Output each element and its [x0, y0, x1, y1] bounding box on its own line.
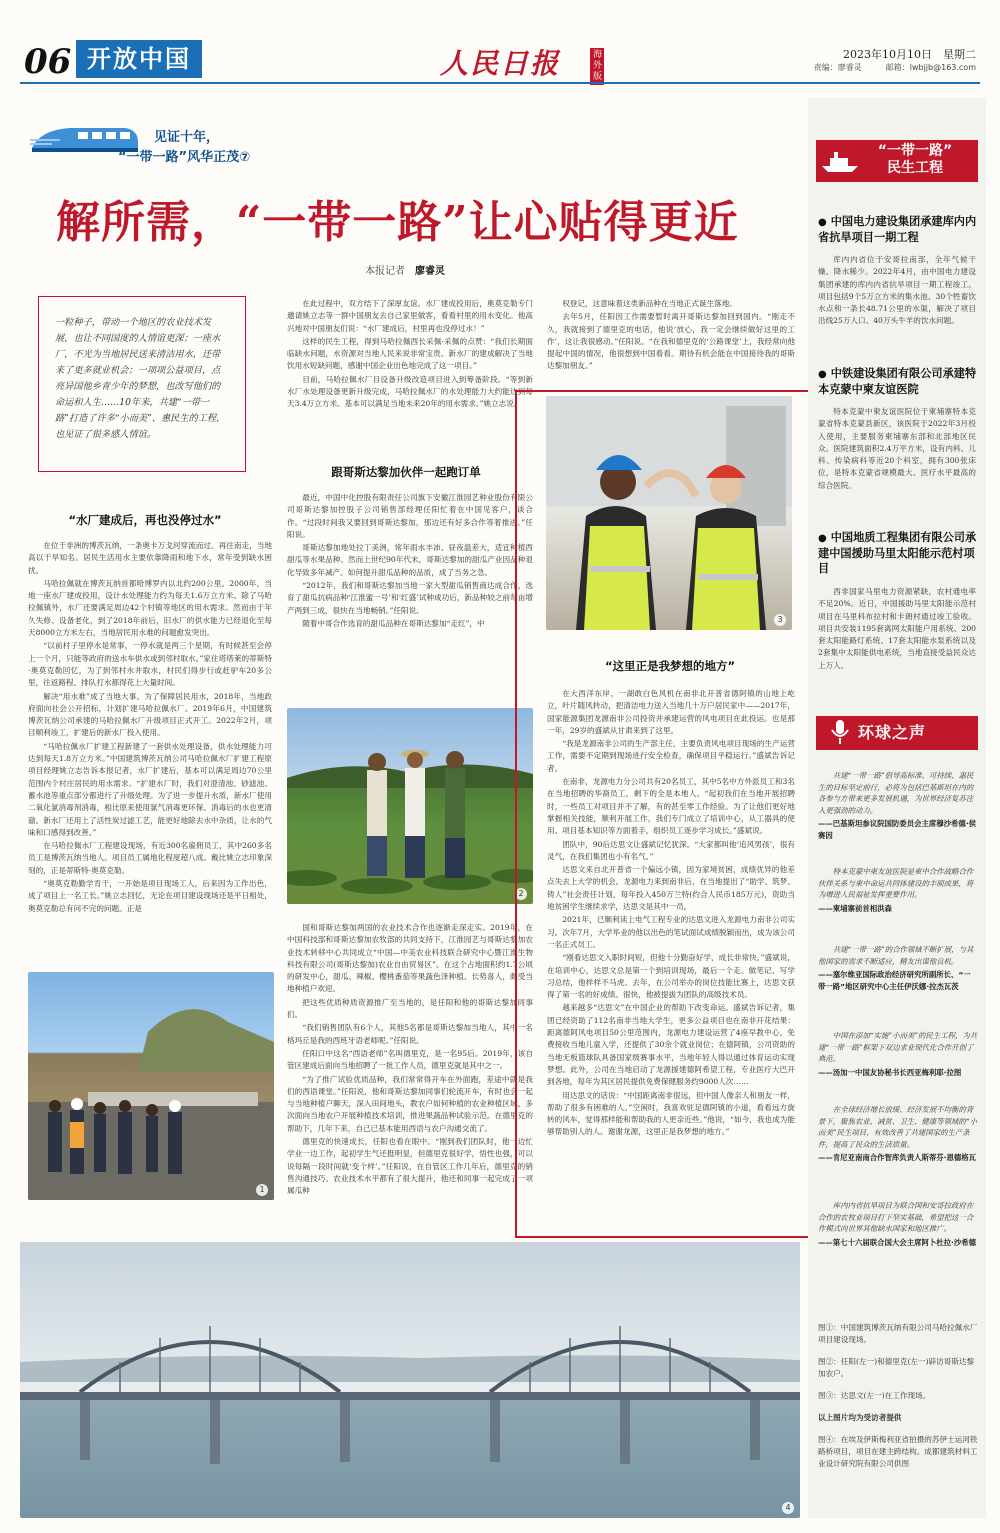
quote-text: 共建“一带一路”倡导高标准、可持续、惠民生的目标坚定前行，必将为包括巴基斯坦在内的各参与方带来更多发展机遇，为世界经济复苏注入更强劲的动力。 — [818, 771, 974, 815]
subhead-dream-place: “这里正是我梦想的地方” — [604, 659, 736, 673]
technician-scene — [546, 396, 792, 630]
paragraph: 哥斯达黎加地处拉丁美洲，常年雨水丰沛、昼夜温差大，适宜种植西甜瓜等水果品种。然而上世纪90年代末，哥斯达黎加的甜瓜产业因品种退化导致多年减产。如何提升甜瓜品种的品质，成了当务之急。 — [287, 543, 533, 577]
masthead-rule — [20, 82, 980, 84]
quote-text: 共建“一带一路”的合作领域不断扩展，与其他国家的需求不断适应，精友出谋他良机。 — [818, 945, 974, 966]
quote-text: 中国在添加“实施”小而美”的民生工程，为共建“一带一路”框架下双边求业现代化合作开创了典范。 — [818, 1031, 978, 1064]
paragraph: 达思文来自北开普省一个偏远小镇，因为家境贫困，成绩优异的他差点失去上大学的机会。龙源电力来到南非后，在当地提出了“助学、筑梦、铸人”社会责任计划，每年投入450万兰特(约合人民币185万元)，资助当地贫困学生继续求学，达思文是其中一员。 — [547, 865, 795, 912]
paragraph: 越来越多“达思文”在中国企业的帮助下改变命运。盛斌告诉记者，集团已经资助了112名南非当地大学生，更多公益项目也在南非开花结果：距离德阿风电项目50公里范围内，龙源电力建设运营了4座早教中心，免费接收当地儿童入学，还提供了30余个就业岗位；在德阿镇，公司资助的当地无板篮球队具备国家级赛事水平，当地年轻人得以通过体育运动实现梦想。此外，公司在当地启动了龙源援建德阿希望工程，专业医疗大巴开到各地，每年为其区居民提供免费保健服务约9000人次…… — [547, 1003, 795, 1087]
paragraph: 库内内省位于安哥拉南部，全年气候干燥、降水稀少。2022年4月，由中国电力建设集团承建的库内内省抗旱项目一期工程竣工。项目包括9个5万立方米的集水池、30个牲畜饮水点和一条长48.71公里的水渠，解决了项目沿线25万人口、40万头牛羊的饮水问题。 — [818, 255, 976, 326]
paragraph: “我们销售团队有6个人，其他5名都是哥斯达黎加当地人，其中一名格玛丘是我的西班牙语老师呢。”任阳说。 — [287, 1023, 533, 1045]
series-badge — [30, 112, 260, 172]
quote-source: ——汤加一中国友协秘书长西亚梅利耶·拉图 — [818, 1067, 962, 1077]
quote-block — [818, 866, 978, 914]
sidebar-item-body — [818, 586, 976, 672]
byline — [365, 262, 445, 277]
series-line-2: “一带一路”风华正茂⑦ — [118, 150, 251, 165]
farm-field-scene — [287, 708, 533, 904]
series-line-1: 见证十年， — [154, 130, 220, 145]
captions-credit: 以上图片均为受访者提供 — [818, 1413, 902, 1422]
sidebar-item-title: ● 中国地质工程集团有限公司承建中国援助马里太阳能示范村项目 — [818, 530, 978, 576]
quote-block — [818, 944, 978, 992]
sidebar-item-title: ● 中国电力建设集团承建库内内省抗旱项目一期工程 — [818, 214, 978, 245]
quote-text: 特本克蒙中柬友谊医院是柬中合作战略合作伙伴关系与柬中命运共同体建设的丰硕成果，将为增进人民福祉发挥重要作用。 — [818, 867, 974, 900]
editor-line: 责编：廖睿灵 邮箱：lwbjjb@163.com — [813, 63, 976, 72]
subhead-water-plant: “水厂建成后，再也没停过水” — [68, 513, 222, 527]
section-title: 开放中国 — [76, 40, 202, 78]
photo-bridge — [20, 1242, 800, 1518]
paragraph: 目前，马哈拉佩水厂目设备升级改造项目进入到筹备阶段。“等到新水厂水处理设备更新升级完成，马哈拉佩水厂的水处理能力大约能达到每天3.4万立方米。基本可以满足当地未来20年的用水需求。”姚立志说。 — [287, 374, 533, 409]
paragraph: 这样的民生工程，得到马哈拉佩西长采佩·采佩的点赞：“我们长期面临缺水问题，水资源对当地人民来说非常宝贵。新水厂的建成解决了当地饮用水短缺问题，感谢中国企业出色地完成了这一项目。” — [287, 336, 533, 371]
photo-number: 3 — [774, 614, 786, 626]
photo-captions — [818, 1322, 978, 1480]
quote-source: ——巴基斯坦参议院国防委员会主席穆沙希德·侯赛因 — [818, 819, 977, 840]
photo-water-plant — [28, 972, 274, 1200]
quote-text: 在全球经济增长放缓、经济发展不均衡的背景下，聚焦农业、减贫、卫生、健康等领域的“小而美”民生项目，有效改善了共建国家的生产条件，提高了民众的生活质量。 — [818, 1105, 977, 1149]
caption: 图②：任阳(左一)和德里克(左一)辟访哥斯达黎加农户。 — [818, 1357, 975, 1378]
sidebar-item-body — [818, 254, 976, 328]
photo-number: 2 — [515, 888, 527, 900]
quote-block — [818, 1030, 978, 1078]
column-2-text-a — [287, 298, 533, 448]
column-1-text — [28, 540, 272, 960]
photo-number: 1 — [256, 1184, 268, 1196]
water-plant-scene — [28, 972, 274, 1200]
column-2-text-b — [287, 492, 533, 654]
quote-block — [818, 1200, 978, 1248]
quote-source: ——柬埔寨前首相洪森 — [818, 903, 892, 913]
paragraph: 解决“用水难”成了当地大事。为了保障居民用水，2018年，当地政府面向社会公开招标，计划扩建马哈拉佩水厂。2019年6月，中国建筑博茨瓦纳公司承建的马哈拉佩水厂升级项目正式开工。2022年2月，项目顺利竣工，扩建后的新水厂投入使用。 — [28, 691, 272, 738]
photo-wind-technician — [546, 396, 792, 630]
column-3-text-a — [547, 298, 795, 384]
caption: 图①：中国建筑博茨瓦纳有限公司马哈拉佩水厂项目建设现场。 — [818, 1323, 978, 1344]
paragraph: 随着中哥合作选育的甜瓜品种在哥斯达黎加“走红”，中 — [302, 618, 485, 628]
paragraph: 把这些优质种质资源推广至当地的，是任阳和他的哥斯达黎加同事们。 — [287, 997, 533, 1020]
paragraph: 任阳口中这名“西语老师”名叫德里克，是一名95后。2019年，该自管区建成后面向当地招聘了一批工作人员，德里克就是其中之一。 — [287, 1048, 533, 1071]
voice-section-title: 环球之声 — [816, 716, 978, 750]
article-headline: 解所需，“一带一路”让心贴得更近 — [56, 197, 739, 248]
paragraph: 德里克的快速成长，任阳也看在眼中。“刚到我们团队时，他一边忙学业一边工作，起初学生气还挺明显，但德里克很好学，悟性也强，可以说每隔一段时间就‘变个样’。”任阳说，在自管区工作几年后，德里克的销售沟通技巧、农业技术水平都有了很大提升，他还和同事一起完成了一项属瓜种 — [287, 1137, 533, 1196]
paragraph: 在大西洋东岸、一湖敢白色风机在南非北开普省德阿镇的山地上屹立，叶片随风转动，把清洁电力送入当地几十万户居民家中——2017年，国家能源集团龙源南非公司投资并承建运营的风电项目在此投运。也是那一年，29岁的盛斌从甘肃来到了这里。 — [547, 689, 795, 735]
quote-text: 库内内省抗旱项目为联合国和安哥拉政府在合作的农牧业项目打下坚实基础，希望把这一合作模式向世界其他缺水国家和地区推广。 — [818, 1201, 974, 1234]
paragraph: “马哈拉佩水厂扩建工程新建了一套供水处理设备，供水处理能力可达到每天1.8万立方米。”中国建筑博茨瓦纳公司马哈拉佩水厂扩建工程原项目经理姚立志告诉本报记者，水厂扩建后，基本可以满足周边70公里范围内个村庄居民的用水需求。“扩建水厂时，我们对澄清池、砂滤池、蓄水池等重点部分都进行了升级处理。为了进一步提升水质，新水厂使用二氧化氯消毒剂消毒，相比原来使用氯气消毒更环保、消毒后的水也更清澈。新水厂还用上了活性炭过滤工艺，能更好地除去水中杂质，让水的气味和口感得到改善。” — [28, 741, 272, 837]
paragraph: 在此过程中，双方结下了深厚友谊。水厂建成投用后，奥莫克勒专门邀请姚立志等一群中国朋友去自己家里做客，看看村里的用水变化。他高兴地对中国朋友们说：“水厂建成后，村里再也没停过水！” — [287, 299, 533, 333]
paragraph: 在南非，龙源电力分公司共有20名员工，其中5名中方外派员工和3名在当地招聘的华裔员工，剩下的全是本地人。“起初我们在当地开展招聘时，一些员工对项目并不了解，有的甚至零工作经验。为了让他们更好地掌握相关技能，顺利开展工作，我们专门成立了培训中心，从工器具的使用、项目基本知识等方面着手，组织员工逐步学习成长。”盛斌说。 — [547, 777, 795, 836]
quote-block — [818, 1104, 978, 1164]
lead-box: 一粒种子，带动一个地区的农业技术发展，也让不同国度的人情谊更深；一座水厂，不光为当地居民送来清洁用水，还带来了更多就业机会；一项项公益项目，点亮异国他乡青少年的梦想，也改写他们的命运和人生……10年来，共建“一带一路”打造了许多“小而美”、惠民生的工程，也见证了很多感人情谊。 — [38, 296, 246, 472]
quote-source: ——肯尼亚南南合作智库负责人斯蒂芬·恩德格瓦 — [818, 1153, 977, 1163]
paragraph: “刚看达思文入职时间短，但他十分勤奋好学，成长非常快。”盛斌说，在培训中心，达思文总是第一个到培训现场，最后一个走。做笔记、写学习总结，他样样不马虎。去年，在公司举办的岗位技能比赛上，达思文获得了第一名的好成绩。很快，他被提拔为团队的高级技术员。 — [547, 953, 795, 1000]
quote-source: ——第七十六届联合国大会主席阿卜杜拉·沙希德 — [818, 1237, 977, 1247]
byline-label: 本报记者 — [365, 266, 405, 277]
paragraph: 在位于非洲的博茨瓦纳，一条奥卡万戈河穿流而过。再往南走，当地高以干旱知名。居民生活用水主要依靠降雨和地下水，常年受到缺水困扰。 — [28, 541, 272, 575]
paragraph: 团队中，90后达思文让盛斌记忆犹深。“大家都叫他‘追风男孩’，很有灵气，在我们集团也小有名气。” — [547, 839, 795, 861]
quote-block — [818, 770, 978, 842]
paragraph: 西非国家马里电力资源紧缺，农村通电率不足20%。近日，中国援助马里太阳能示范村项目在马里科布拉村和卡朗村通过竣工验收。项目共安装1195套离网太阳能户用系统、200套太阳能路灯系统、17套太阳能水泵系统以及2套集中太阳能供电系统，当地直接受益民众达上万人。 — [818, 587, 976, 670]
column-3-text-b — [547, 688, 795, 1228]
photo-farm-field — [287, 708, 533, 904]
paragraph: 最近，中国中化控股有限责任公司旗下安徽江淮园艺种业股份有限公司哥斯达黎加控股子公司销售部经理任阳忙着在中国见客户，谈合作。“过段时间我又要回到哥斯达黎加，那边还有好多合作等着推进。”任阳说。 — [287, 493, 533, 539]
paragraph: “2012年，我们和哥斯达黎加当地一家大型甜瓜销售商达成合作，选育了甜瓜抗病品种‘江淮蜜一号’和‘红盛’试种成功后，新品种较之前每亩增产两到三成，很快在当地畅销。”任阳说。 — [287, 581, 533, 615]
caption: 图③：达思文(左一)在工作现场。 — [818, 1391, 931, 1400]
caption: 图④：在埃及伊斯梅利亚省拍摄的苏伊士运河铁路桥项目，项目在建主跨结构。成都建筑材料工业设计研究院有限公司供图 — [818, 1435, 978, 1468]
byline-name: 廖睿灵 — [415, 266, 445, 277]
page-number: 06 — [24, 42, 72, 82]
paragraph: 2021年，已顺利读上电气工程专业的达思文进入龙源电力南非公司实习。次年7月，大学毕业的他以出色的笔试面试成绩脱颖而出，成为该公司一名正式员工。 — [547, 915, 795, 949]
paragraph: “以前村子里停水是常事，一停水就是两三个星期，有时候甚至会停上一个月，只能等政府的送水车供水或到邻村取水。”家住塔塔莱的蒂斯特·奥莫克勒回忆，为了到邻村水井取水，村民们得步行或赶驴车20多公里，往返路程、排队打水都得花上大量时间。 — [28, 641, 272, 688]
subhead-costa-rica: 跟哥斯达黎加伙伴一起跑订单 — [331, 465, 481, 479]
sidebar-item-body — [818, 406, 976, 492]
paragraph: 马哈拉佩就在博茨瓦纳首都哈博罗内以北约200公里。2000年，当地一座水厂建成投用，设计水处理能力约为每天1.6万立方米。除了马哈拉佩镇外，水厂还要满足周边42个村镇等地区的用水需求。然而由于年久失修、设备老化，到了2018年前后，旧水厂的供水能力已经退化至每天8000立方米左右，当地居民用水难的问题愈发突出。 — [28, 578, 272, 638]
paragraph: 用达思文的话说：“中国距离南非很远，但中国人像亲人和朋友一样，帮助了很多有困难的人。”空闲时，我喜欢驻足德阿镇的小道，看看远方旋转的风车，觉得那样能和帮助我的人更亲近些。”他说，“如今，我也成为能够帮助别人的人。谢谢龙源，这里正是我梦想的地方。” — [547, 1090, 795, 1137]
paragraph: “我是龙源南非公司的生产部主任，主要负责风电项目现场的生产运营工作，需要不定期到现场进行安全检查，确保项目平稳运行。”盛斌告诉记者。 — [547, 739, 795, 773]
ship-icon — [820, 150, 860, 174]
bridge-scene — [20, 1242, 800, 1518]
sidebar-tag-text: “一带一路” 民生工程 — [877, 143, 953, 176]
column-2-text-c — [287, 922, 533, 1218]
masthead — [20, 38, 980, 80]
paragraph: “为了推广试验优质品种，我们常常得开车在外面跑，差途中就是我们的西语课堂。”任阳说，他和哥斯达黎加同事们轮流开车，有时也会一起与当地种植户聊天，深入田间地头，教农户如何种植的农业种植区域，多次面向当地农户开展种植技术培训，推进果蔬品种试验示范。在德里克的帮助下，几年下来，自己已基本能用西语与农户沟通交流了。 — [287, 1074, 533, 1133]
issue-date: 2023年10月10日 星期二 — [843, 48, 976, 61]
paragraph: “奥莫克勒勤学肯干，一开始是项目现场工人，后来因为工作出色，成了项目上一名工长。”姚立志回忆，无论在项目建设现场还是平日相处，奥莫克勒总有问不完的问题。正是 — [28, 879, 272, 913]
paragraph: 国和哥斯达黎加两国的农业技术合作也逐渐走深走实。2019年，在中国科技部和哥斯达黎加农牧部的共同支持下，江淮园艺与哥斯达黎加农业技术转移中心共同成立“中国—中美农业科技联合研究中心暨江淮生物科技有限公司(哥斯达黎加)农业自由贸易区”。在这个占地面积约1.7公顷的研发中心，甜瓜、辣椒、樱桃番茄等果蔬色泽种植、长势喜人，颇受当地种植户欢迎。 — [287, 923, 533, 994]
photo-number: 4 — [782, 1502, 794, 1514]
paragraph: 去年5月，任阳因工作需要暂时离开哥斯达黎加回到国内。“刚走不久，我就接到了德里克的电话，他说‘放心，我一定会继续做好这里的工作’，这让我很感动。”任阳说。“在我和德里克的‘公路课堂’上，我经常向他提起中国的情况，他很想到中国看看。期待有机会能在中国接待我的哥斯达黎加朋友。” — [547, 312, 795, 371]
paragraph: 在马哈拉佩水厂工程建设现场，有近300名雇佣员工，其中260多名员工是博茨瓦纳当地人。项目员工属地化程度超八成。戴比姚立志印象深刻的，正是蒂斯特·奥莫克勒。 — [28, 841, 272, 875]
sidebar-item-title: ● 中铁建设集团有限公司承建特本克蒙中柬友谊医院 — [818, 366, 978, 397]
quote-source: ——塞尔维亚国际政治经济研究所副所长、“一带一路”地区研究中心主任伊沃娜·拉杰瓦茨 — [818, 970, 971, 991]
newspaper-logo: 人民日报 — [440, 47, 561, 80]
logo-tag: 海外版 — [590, 48, 604, 85]
paragraph: 权登记，这意味着这类新品种在当地正式诞生落地。 — [562, 299, 737, 308]
microphone-icon — [826, 718, 854, 746]
paragraph: 特本克蒙中柬友谊医院位于柬埔寨特本克蒙省特本克蒙县新区，该医院于2022年3月投入使用，主要服务柬埔寨东部和北部地区民众。医院建筑面积2.4万平方米，设有内科、儿科、传染病科等近20个科室，拥有300张床位，是特本克蒙省规模最大、医疗水平最高的综合医院。 — [818, 407, 976, 490]
